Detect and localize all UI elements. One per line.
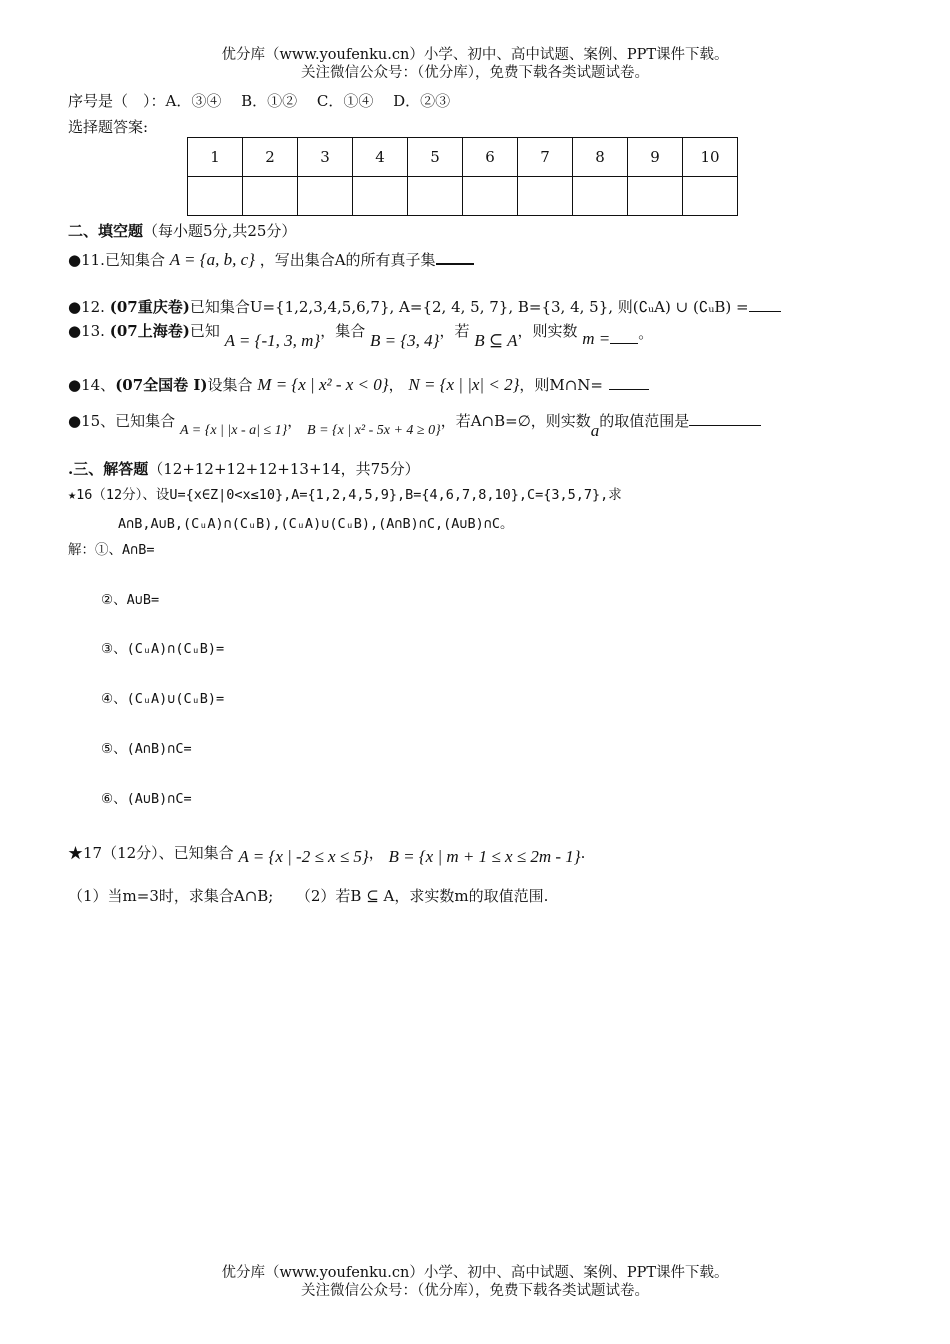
q12-source: (07重庆卷) [109, 298, 190, 316]
question-14 [68, 374, 649, 395]
q11-suffix: ，写出集合A的所有真子集 [259, 251, 436, 269]
answer-number: 5 [408, 138, 463, 177]
q16-solution-2: ②、A∪B= [101, 592, 160, 608]
answer-number: 7 [518, 138, 573, 177]
q13-math-B: B = {3, 4} [370, 331, 440, 350]
q17-separator: ， [368, 844, 384, 862]
q13-text3: ，若 [439, 322, 470, 340]
question-13 [68, 320, 654, 350]
q16-solution-6: ⑥、(A∪B)∩C= [101, 791, 192, 807]
q13-math-subset: B ⊆ A [474, 331, 518, 350]
q17-prefix: ★17（12分）、已知集合 [68, 844, 234, 862]
q16-solution-1: 解：①、A∩B= [68, 542, 155, 558]
q17-end: . [580, 844, 586, 862]
q14-math-M: M = {x | x² - x < 0} [257, 375, 389, 394]
q15-text2: 的取值范围是 [599, 412, 690, 430]
q13-text2: ，集合 [320, 322, 366, 340]
q16-solution-3: ③、(CᵤA)∩(CᵤB)= [101, 641, 225, 657]
answer-number: 2 [243, 138, 298, 177]
q13-source: (07上海卷) [109, 322, 190, 340]
answer-cell[interactable] [298, 177, 353, 216]
q15-math-a: a [590, 421, 600, 440]
answer-cell[interactable] [408, 177, 463, 216]
question-15 [68, 410, 761, 440]
section2-heading [68, 220, 296, 241]
q14-prefix: ●14、 [68, 376, 116, 394]
answer-number: 10 [683, 138, 738, 177]
page-header-line2: 关注微信公众号：（优分库），免费下载各类试题试卷。 [301, 65, 649, 81]
answer-cell[interactable] [573, 177, 628, 216]
q13-math-m: m = [582, 329, 611, 348]
q12-answer-blank[interactable] [749, 311, 781, 312]
section3-note: （12+12+12+12+13+14，共75分） [148, 460, 420, 478]
q16-solution-4: ④、(CᵤA)∪(CᵤB)= [101, 691, 225, 707]
section2-note: （每小题5分,共25分） [143, 222, 297, 240]
q11-prefix: ●11.已知集合 [68, 251, 165, 269]
answer-table-blank-row [188, 177, 738, 216]
question-17 [68, 842, 586, 866]
q12-text: 已知集合U={1,2,3,4,5,6,7}, A={2, 4, 5, 7}, B={3, 4, 5}, 则(∁ᵤA) ∪ (∁ᵤB) = [189, 298, 749, 316]
q14-text2: ，则M∩N= [519, 376, 603, 394]
q13-text4: ，则实数 [517, 322, 578, 340]
q13-math-A: A = {-1, 3, m} [224, 331, 321, 350]
answer-number: 9 [628, 138, 683, 177]
page-footer-line2: 关注微信公众号：（优分库），免费下载各类试题试卷。 [301, 1283, 649, 1299]
page-header-line1: 优分库（www.youfenku.cn）小学、初中、高中试题、案例、PPT课件下载。 [221, 47, 729, 63]
answer-cell[interactable] [243, 177, 298, 216]
answer-cell[interactable] [518, 177, 573, 216]
q14-answer-blank[interactable] [609, 389, 649, 390]
q16-line2: A∩B,A∪B,(CᵤA)∩(CᵤB),(CᵤA)∪(CᵤB),(A∩B)∩C,(A∪B)∩C。 [118, 516, 514, 532]
section3-heading [68, 458, 420, 479]
question-12 [68, 296, 781, 317]
answer-table-label: 选择题答案: [68, 118, 149, 136]
answer-number: 1 [188, 138, 243, 177]
answer-number: 6 [463, 138, 518, 177]
answer-number: 3 [298, 138, 353, 177]
q11-math: A = {a, b, c} [169, 250, 255, 269]
answer-table [187, 137, 738, 216]
section2-title: 二、填空题 [68, 222, 144, 240]
answer-cell[interactable] [463, 177, 518, 216]
answer-cell[interactable] [628, 177, 683, 216]
q15-answer-blank[interactable] [689, 425, 761, 426]
q10-options: 序号是（ ）：A．③④ B．①② C．①④ D．②③ [68, 92, 451, 110]
q17-subquestions: （1）当m=3时，求集合A∩B; （2）若B ⊆ A，求实数m的取值范围. [68, 887, 549, 905]
answer-number: 4 [353, 138, 408, 177]
q15-separator: ， [287, 412, 303, 430]
q17-math-B: B = {x | m + 1 ≤ x ≤ 2m - 1} [388, 847, 581, 866]
answer-table-number-row [188, 138, 738, 177]
answer-cell[interactable] [188, 177, 243, 216]
q14-source: (07全国卷 I) [115, 376, 208, 394]
q13-prefix: ●13. [68, 322, 105, 340]
q15-math-A: A = {x | |x - a| ≤ 1} [179, 423, 288, 438]
q17-math-A: A = {x | -2 ≤ x ≤ 5} [238, 847, 369, 866]
q14-separator: ， [388, 376, 404, 394]
q11-answer-blank[interactable] [436, 263, 474, 265]
q13-text1: 已知 [189, 322, 220, 340]
q13-answer-blank[interactable] [610, 343, 638, 344]
q12-prefix: ●12. [68, 298, 105, 316]
answer-cell[interactable] [683, 177, 738, 216]
q15-text1: ，若A∩B=∅，则实数 [440, 412, 591, 430]
q16-line1: ★16（12分）、设U={x∈Z|0<x≤10},A={1,2,4,5,9},B={4,6,7,8,10},C={3,5,7},求 [68, 487, 622, 503]
question-11 [68, 249, 474, 270]
q15-prefix: ●15、已知集合 [68, 412, 176, 430]
q15-math-B: B = {x | x² - 5x + 4 ≥ 0} [307, 423, 441, 438]
page-footer-line1: 优分库（www.youfenku.cn）小学、初中、高中试题、案例、PPT课件下载。 [221, 1265, 729, 1281]
q13-end: 。 [638, 324, 654, 342]
q16-solution-5: ⑤、(A∩B)∩C= [101, 741, 192, 757]
answer-cell[interactable] [353, 177, 408, 216]
section3-title: .三、解答题 [68, 460, 149, 478]
answer-number: 8 [573, 138, 628, 177]
q14-text1: 设集合 [207, 376, 253, 394]
q14-math-N: N = {x | |x| < 2} [408, 375, 520, 394]
